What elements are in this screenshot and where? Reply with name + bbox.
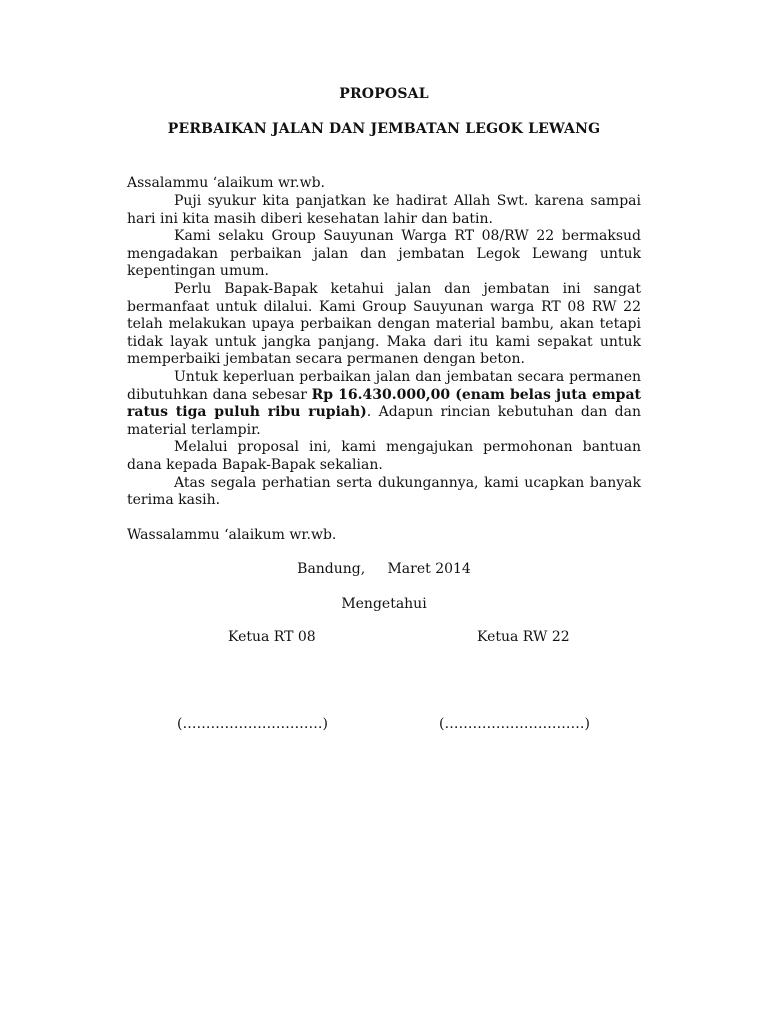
signature-line-rw: (…………………………) — [439, 716, 590, 732]
funding-text-before: Untuk keperluan perbaikan jalan dan jembatan secara permanen dibutuhkan dana sebesar — [127, 368, 641, 403]
closing-salutation: Wassalammu ‘alaikum wr.wb. — [127, 527, 337, 543]
paragraph-intent: Kami selaku Group Sauyunan Warga RT 08/RW 22 bermaksud mengadakan perbaikan jalan dan jembatan Legok Lewang untuk kepentingan umum. — [127, 228, 641, 280]
signature-label-rw: Ketua RW 22 — [477, 629, 570, 645]
paragraph-funding — [127, 369, 641, 439]
paragraph-request: Melalui proposal ini, kami mengajukan permohonan bantuan dana kepada Bapak-Bapak sekalian. — [127, 439, 641, 473]
document-subtitle: PERBAIKAN JALAN DAN JEMBATAN LEGOK LEWANG — [167, 121, 601, 137]
date-line: Bandung, Maret 2014 — [297, 561, 471, 577]
funding-amount: Rp 16.430.000,00 (enam belas juta empat ratus tiga puluh ribu rupiah) — [127, 386, 641, 421]
greeting: Assalammu ‘alaikum wr.wb. — [127, 175, 325, 191]
signature-label-rt: Ketua RT 08 — [228, 629, 316, 645]
acknowledged-label: Mengetahui — [341, 596, 427, 612]
paragraph-background: Perlu Bapak-Bapak ketahui jalan dan jembatan ini sangat bermanfaat untuk dilalui. Kami Group Sauyunan warga RT 08 RW 22 telah melakukan upaya perbaikan dengan material bambu, akan tetapi tidak layak untuk jangka panjang. Maka dari itu kami sepakat untuk memperbaiki jembatan secara permanen dengan beton. — [127, 280, 641, 368]
paragraph-thanks: Atas segala perhatian serta dukungannya, kami ucapkan banyak terima kasih. — [127, 474, 641, 509]
signature-line-rt: (…………………………) — [177, 716, 328, 732]
funding-text-after: . Adapun rincian kebutuhan dan dan material terlampir. — [127, 404, 641, 438]
document-title: PROPOSAL — [339, 86, 429, 102]
letter-body — [127, 193, 641, 510]
paragraph-gratitude: Puji syukur kita panjatkan ke hadirat Allah Swt. karena sampai hari ini kita masih diberi kesehatan lahir dan batin. — [127, 193, 641, 227]
